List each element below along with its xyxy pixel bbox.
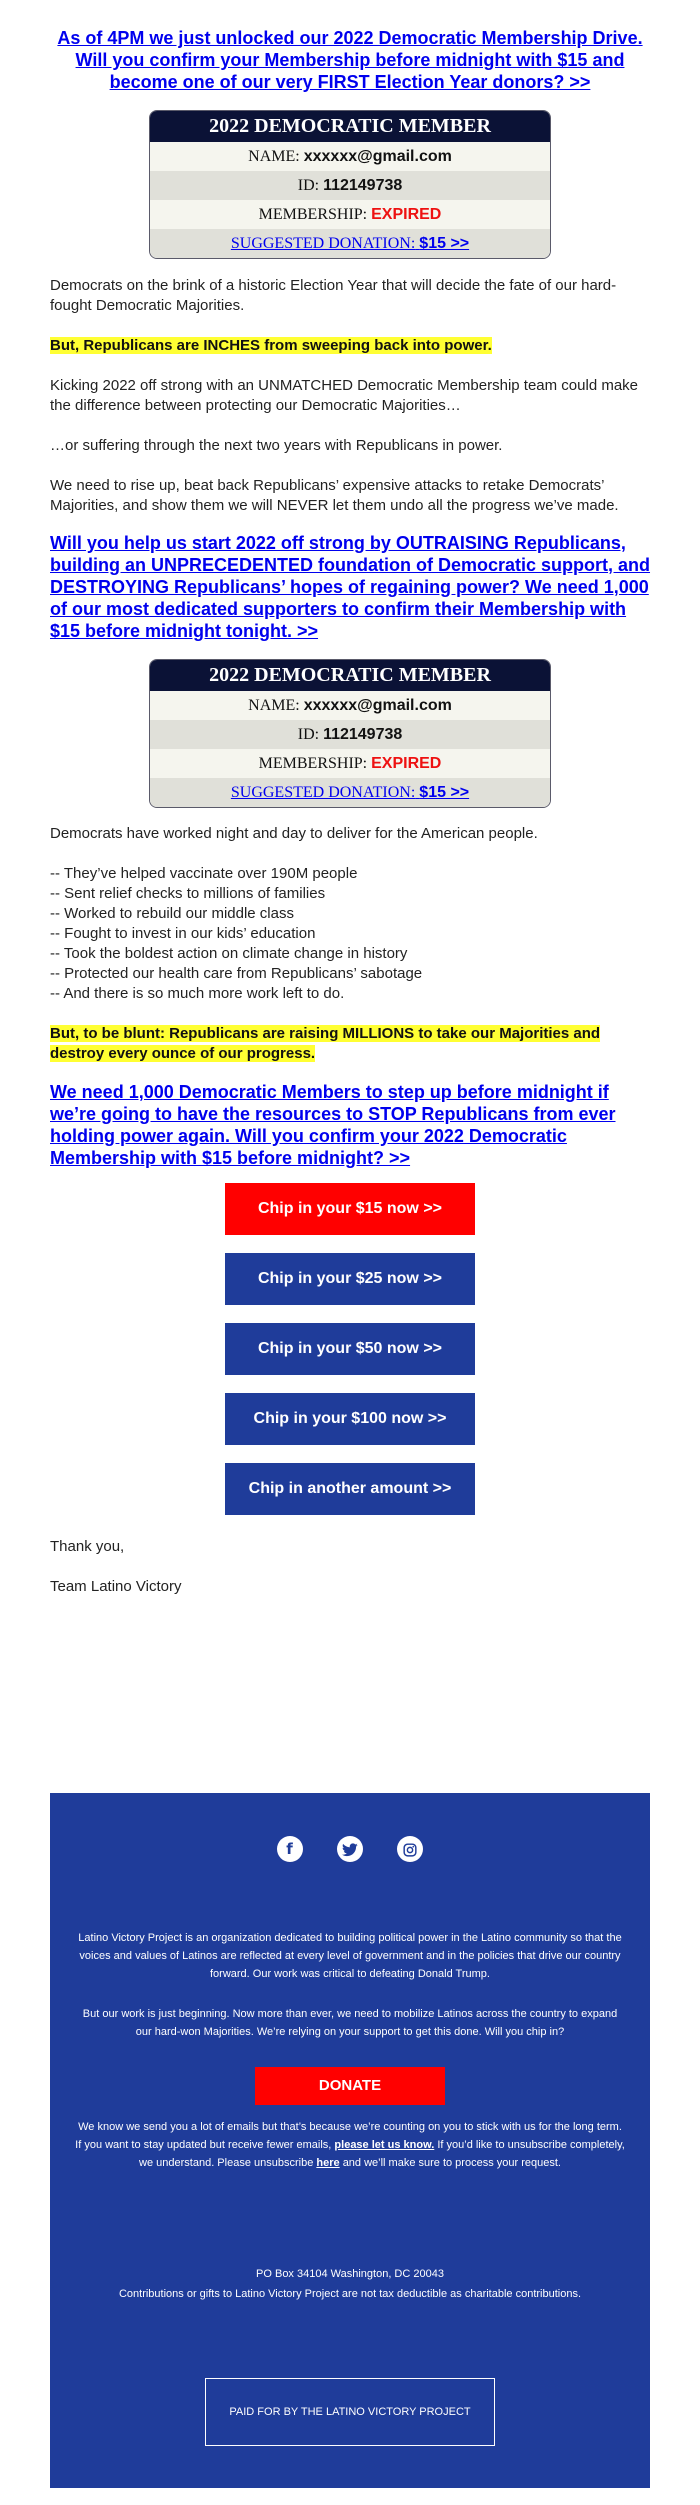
suggested-donation-link[interactable]: [231, 784, 469, 801]
donate-button[interactable]: DONATE: [255, 2067, 445, 2105]
card-name-label: NAME:: [248, 148, 300, 165]
paragraph-republicans-inches: [50, 336, 650, 356]
donation-buttons: [50, 1183, 650, 1515]
accomplishments-list: [50, 864, 650, 1004]
chip-in-100-button[interactable]: Chip in your $100 now >>: [225, 1393, 475, 1445]
list-item: -- Took the boldest action on climate change in history: [50, 945, 408, 962]
list-item: -- Sent relief checks to millions of families: [50, 885, 326, 902]
card-name-label: NAME:: [248, 697, 300, 714]
donation-label: SUGGESTED DONATION:: [230, 235, 416, 252]
card-id-value: 112149738: [323, 726, 403, 743]
unsubscribe-link[interactable]: here: [316, 2157, 340, 2169]
step-up-link[interactable]: We need 1,000 Democratic Members to step up before midnight if we’re going to have the resources to STOP Republicans from ever holding power again. Will you confirm your 2022 Democratic Membership with $15 before midnight? >>: [50, 1082, 616, 1168]
card-title: 2022 DEMOCRATIC MEMBER: [150, 660, 550, 691]
emails-text-3: and we’ll make sure to process your request.: [342, 2157, 561, 2169]
card-id-row: [150, 720, 550, 749]
signoff-thanks: Thank you,: [50, 1538, 125, 1555]
card-membership-status: EXPIRED: [371, 755, 442, 772]
card-id-label: ID:: [297, 177, 320, 194]
instagram-icon[interactable]: [397, 1836, 423, 1862]
footer-emails-notice: [75, 2118, 625, 2172]
membership-card: [149, 659, 551, 808]
twitter-icon[interactable]: [337, 1836, 363, 1862]
list-item: -- Worked to rebuild our middle class: [50, 905, 294, 922]
card-membership-label: MEMBERSHIP:: [258, 206, 368, 223]
highlight-blunt: But, to be blunt: Republicans are raising MILLIONS to take our Majorities and destroy every ounce of our progress.: [50, 1025, 601, 1062]
chip-in-other-button[interactable]: Chip in another amount >>: [225, 1463, 475, 1515]
card-membership-row: [150, 749, 550, 778]
outraising-link[interactable]: Will you help us start 2022 off strong by OUTRAISING Republicans, building an UNPRECEDENTED foundation of Democratic support, and DESTROYING Republicans’ hopes of regaining power? We need 1,000 of our most dedicated supporters to confirm their Membership with $15 before midnight tonight. >>: [50, 533, 651, 641]
card-membership-row: [150, 200, 550, 229]
card-id-row: [150, 171, 550, 200]
card-name-row: [150, 142, 550, 171]
paragraph-worked-night-day: Democrats have worked night and day to deliver for the American people.: [50, 825, 538, 842]
donation-label: SUGGESTED DONATION:: [230, 784, 416, 801]
card-name-row: [150, 691, 550, 720]
card-donation-row: [150, 778, 550, 807]
card-id-label: ID:: [297, 726, 320, 743]
highlight-inches: But, Republicans are INCHES from sweeping back into power.: [50, 337, 492, 354]
card-name-value: xxxxxx@gmail.com: [303, 148, 452, 165]
donation-amount: $15 >>: [419, 784, 470, 801]
paragraph-suffering: …or suffering through the next two years with Republicans in power.: [50, 437, 503, 454]
list-item: -- Fought to invest in our kids’ education: [50, 925, 316, 942]
list-item: -- And there is so much more work left to do.: [50, 985, 345, 1002]
suggested-donation-link[interactable]: [231, 235, 469, 252]
footer-appeal: But our work is just beginning. Now more than ever, we need to mobilize Latinos across the country to expand our hard-won Majorities. We’re relying on your support to get this done. Will you chip in?: [82, 2008, 618, 2038]
paragraph-brink: Democrats on the brink of a historic Election Year that will decide the fate of our hard-fought Democratic Majorities.: [50, 277, 617, 314]
membership-drive-link[interactable]: As of 4PM we just unlocked our 2022 Democratic Membership Drive. Will you confirm your Membership before midnight with $15 and become one of our very FIRST Election Year donors? >>: [57, 28, 643, 92]
paragraph-rise-up: We need to rise up, beat back Republicans’ expensive attacks to retake Democrats’ Majorities, and show them we will NEVER let them undo all the progress we’ve made.: [50, 477, 619, 514]
list-item: -- They’ve helped vaccinate over 190M people: [50, 865, 358, 882]
emails-text-2: If you’d like to unsubscribe completely, we understand. Please unsubscribe: [139, 2139, 625, 2169]
chip-in-25-button[interactable]: Chip in your $25 now >>: [225, 1253, 475, 1305]
chip-in-15-button[interactable]: Chip in your $15 now >>: [225, 1183, 475, 1235]
footer-about: Latino Victory Project is an organization dedicated to building political power in the Latino community so that the voices and values of Latinos are reflected at every level of government and in the policies that drive our country forward. Our work was critical to defeating Donald Trump.: [78, 1932, 622, 1980]
card-title: 2022 DEMOCRATIC MEMBER: [150, 111, 550, 142]
paragraph-blunt: [50, 1024, 650, 1064]
footer: [50, 1793, 650, 2488]
paid-for-box: PAID FOR BY THE LATINO VICTORY PROJECT: [205, 2378, 495, 2446]
card-donation-row: [150, 229, 550, 258]
facebook-icon[interactable]: f: [277, 1836, 303, 1862]
card-membership-status: EXPIRED: [371, 206, 442, 223]
list-item: -- Protected our health care from Republicans’ sabotage: [50, 965, 423, 982]
signoff-team: Team Latino Victory: [50, 1578, 182, 1595]
paragraph-kicking-2022: Kicking 2022 off strong with an UNMATCHED Democratic Membership team could make the difference between protecting our Democratic Majorities…: [50, 377, 639, 414]
social-links: [50, 1836, 650, 1862]
email-body: [50, 0, 650, 1597]
emails-text-1: We know we send you a lot of emails but that’s because we’re counting on you to stick with us for the long term. If you want to stay updated but receive fewer emails,: [75, 2121, 622, 2151]
membership-card: [149, 110, 551, 259]
footer-disclaimer: Contributions or gifts to Latino Victory Project are not tax deductible as charitable contributions.: [118, 2288, 582, 2300]
donation-amount: $15 >>: [419, 235, 470, 252]
card-membership-label: MEMBERSHIP:: [258, 755, 368, 772]
card-id-value: 112149738: [323, 177, 403, 194]
footer-address: PO Box 34104 Washington, DC 20043: [256, 2268, 444, 2280]
fewer-emails-link[interactable]: please let us know.: [334, 2139, 435, 2151]
chip-in-50-button[interactable]: Chip in your $50 now >>: [225, 1323, 475, 1375]
card-name-value: xxxxxx@gmail.com: [303, 697, 452, 714]
